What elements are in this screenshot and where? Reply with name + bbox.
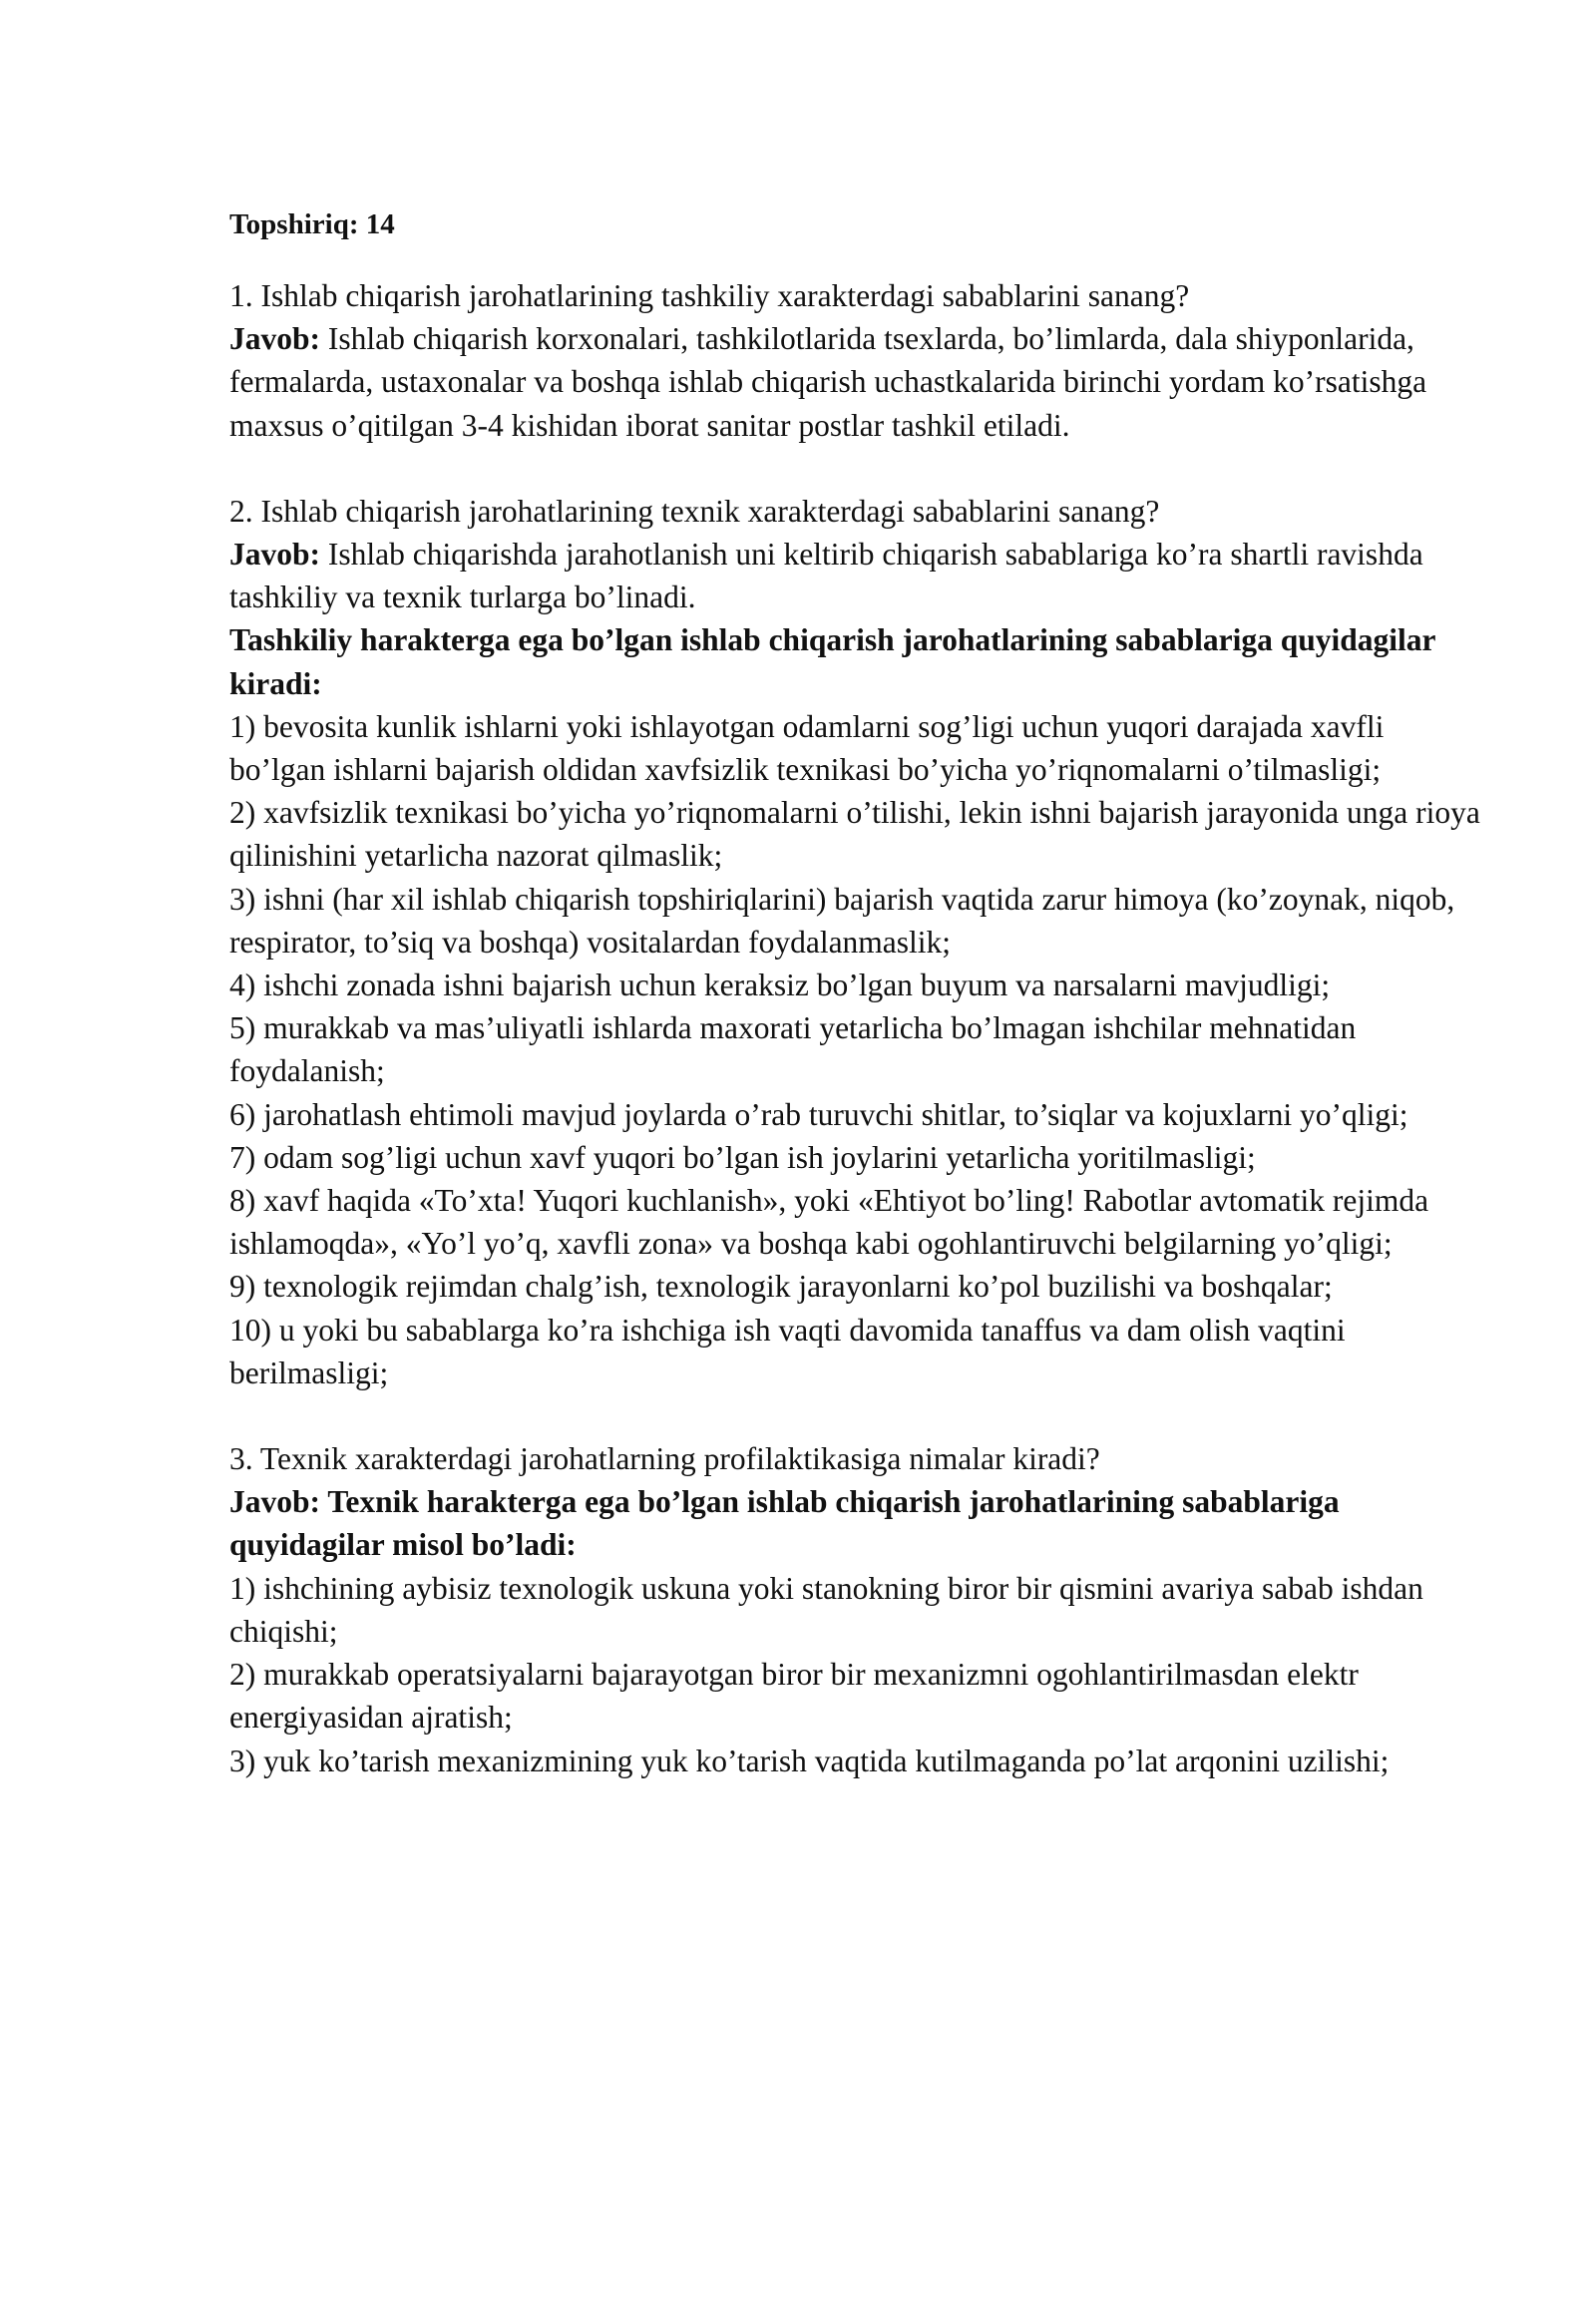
- answer-3-bold: Javob: Texnik harakterga ega bo’lgan ishlab chiqarish jarohatlarining sabablariga quyidagilar misol bo’ladi:: [229, 1484, 1340, 1563]
- section-3: [229, 1437, 1486, 1782]
- list-item: 1) bevosita kunlik ishlarni yoki ishlayotgan odamlarni sog’ligi uchun yuqori darajada xavfli bo’lgan ishlarni bajarish oldidan xavfsizlik texnikasi bo’yicha yo’riqnomalarni o’tilmasligi;: [229, 708, 1385, 788]
- list-item: 7) odam sog’ligi uchun xavf yuqori bo’lgan ish joylarini yetarlicha yoritilmasligi;: [229, 1139, 1256, 1175]
- document-body: [229, 203, 1486, 1782]
- list-item: 5) murakkab va mas’uliyatli ishlarda maxorati yetarlicha bo’lmagan ishchilar mehnatidan foydalanish;: [229, 1010, 1357, 1089]
- list-item: 3) ishni (har xil ishlab chiqarish topshiriqlarini) bajarish vaqtida zarur himoya (ko’zoynak, niqob, respirator, to’siq va boshqa) vositalardan foydalanmaslik;: [229, 881, 1455, 960]
- question-3: 3. Texnik xarakterdagi jarohatlarning profilaktikasiga nimalar kiradi?: [229, 1441, 1100, 1477]
- list-item: 9) texnologik rejimdan chalg’ish, texnologik jarayonlarni ko’pol buzilishi va boshqalar;: [229, 1269, 1333, 1305]
- list-item: 3) yuk ko’tarish mexanizmining yuk ko’tarish vaqtida kutilmaganda po’lat arqonini uzilishi;: [229, 1743, 1390, 1778]
- paragraph-gap: [229, 447, 1486, 490]
- section-1: [229, 274, 1486, 447]
- answer-text: Ishlab chiqarishda jarahotlanish uni keltirib chiqarish sabablariga ko’ra shartli ravishda tashkiliy va texnik turlarga bo’linadi.: [229, 537, 1423, 615]
- list-item: 10) u yoki bu sabablarga ko’ra ishchiga ish vaqti davomida tanaffus va dam olish vaqtini berilmasligi;: [229, 1312, 1346, 1390]
- list-item: 8) xavf haqida «To’xta! Yuqori kuchlanish», yoki «Ehtiyot bo’ling! Rabotlar avtomatik rejimda ishlamoqda», «Yo’l yo’q, xavfli zona» va boshqa kabi ogohlantiruvchi belgilarning yo’qligi;: [229, 1183, 1429, 1262]
- question-1: 1. Ishlab chiqarish jarohatlarining tashkiliy xarakterdagi sabablarini sanang?: [229, 278, 1190, 313]
- list-item: 1) ishchining aybisiz texnologik uskuna yoki stanokning biror bir qismini avariya sabab ishdan chiqishi;: [229, 1570, 1423, 1649]
- list-item: 6) jarohatlash ehtimoli mavjud joylarda o’rab turuvchi shitlar, to’siqlar va kojuxlarni yo’qligi;: [229, 1096, 1408, 1132]
- answer-label: Javob:: [229, 537, 321, 573]
- paragraph-gap: [229, 1394, 1486, 1437]
- answer-2: [229, 533, 1486, 618]
- list-item: 2) murakkab operatsiyalarni bajarayotgan biror bir mexanizmni ogohlantirilmasdan elektr energiyasidan ajratish;: [229, 1657, 1359, 1736]
- list-item: 2) xavfsizlik texnikasi bo’yicha yo’riqnomalarni o’tilishi, lekin ishni bajarish jarayonida unga rioya qilinishini yetarlicha nazorat qilmaslik;: [229, 795, 1480, 874]
- page-title: Topshiriq: 14: [229, 208, 395, 240]
- list-item: 4) ishchi zonada ishni bajarish uchun keraksiz bo’lgan buyum va narsalarni mavjudligi;: [229, 968, 1331, 1003]
- answer-1: [229, 317, 1486, 447]
- answer-label: Javob:: [229, 321, 321, 357]
- section-2: [229, 490, 1486, 1394]
- subheading: Tashkiliy harakterga ega bo’lgan ishlab chiqarish jarohatlarining sabablariga quyidagilar kiradi:: [229, 622, 1435, 701]
- answer-text: Ishlab chiqarish korxonalari, tashkilotlarida tsexlarda, bo’limlarda, dala shiyponlarida, fermalarda, ustaxonalar va boshqa ishlab chiqarish uchastkalarida birinchi yordam ko’rsatishga maxsus o’qitilgan 3-4 kishidan iborat sanitar postlar tashkil etiladi.: [229, 321, 1427, 443]
- question-2: 2. Ishlab chiqarish jarohatlarining texnik xarakterdagi sabablarini sanang?: [229, 493, 1160, 529]
